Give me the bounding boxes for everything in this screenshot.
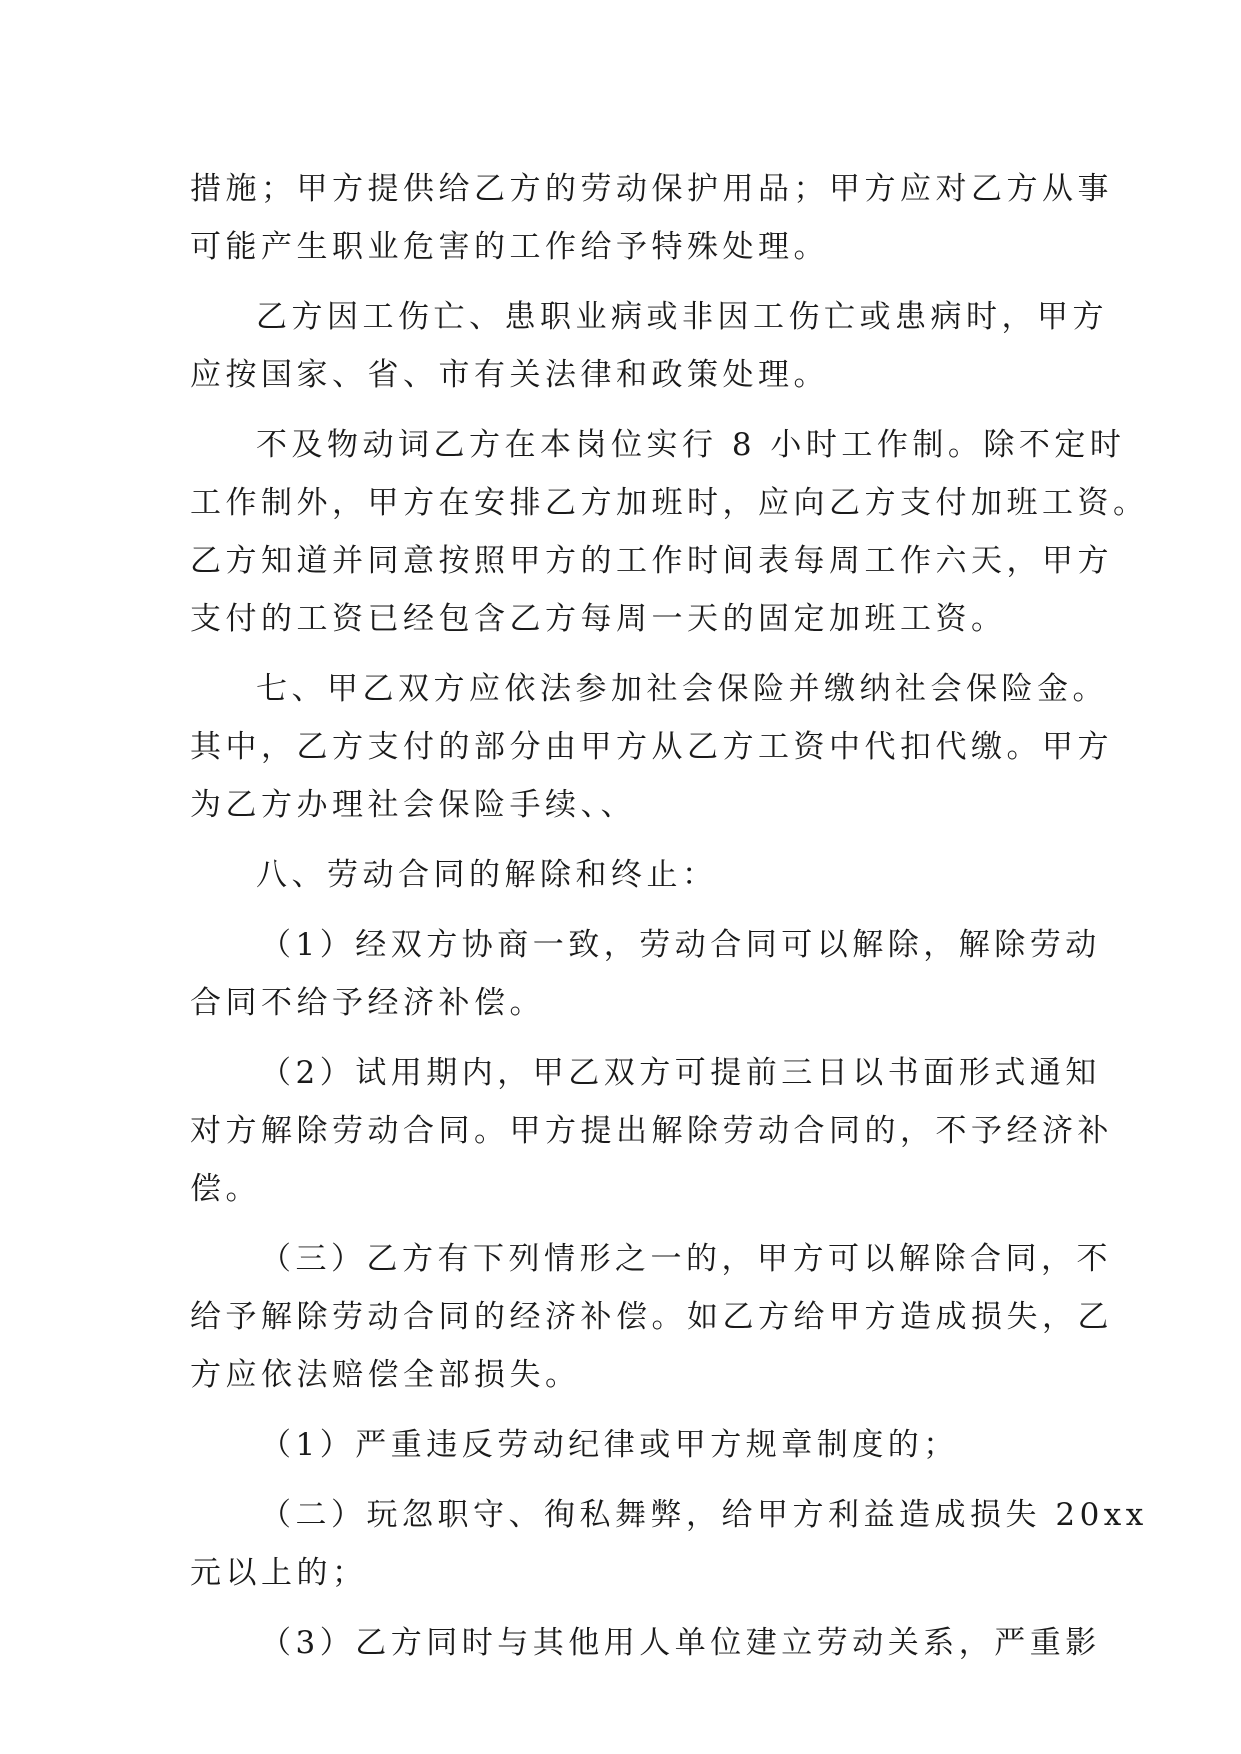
text-line: 合同不给予经济补偿。 — [190, 985, 545, 1021]
text-line: （二）玩忽职守、徇私舞弊，给甲方利益造成损失 20xx — [260, 1497, 1148, 1533]
paragraph-social-insurance — [190, 660, 1113, 834]
clause-dual-employment — [190, 1614, 1101, 1672]
text-line: 不及物动词乙方在本岗位实行 8 小时工作制。除不定时 — [256, 427, 1126, 463]
text-line: 应按国家、省、市有关法律和政策处理。 — [190, 357, 829, 393]
text-line: 为乙方办理社会保险手续、、 — [190, 787, 636, 823]
text-line: （3）乙方同时与其他用人单位建立劳动关系，严重影 — [260, 1625, 1101, 1661]
text-line: 七、甲乙双方应依法参加社会保险并缴纳社会保险金。 — [256, 671, 1108, 707]
text-line: 支付的工资已经包含乙方每周一天的固定加班工资。 — [190, 601, 1007, 637]
clause-mutual-agreement — [190, 916, 1101, 1032]
clause-discipline-violation — [190, 1416, 1058, 1474]
text-line: 八、劳动合同的解除和终止： — [256, 857, 718, 893]
text-line: 措施；甲方提供给乙方的劳动保护用品；甲方应对乙方从事 — [190, 171, 1113, 207]
paragraph-safety-measures — [190, 160, 1113, 276]
text-line: 工作制外，甲方在安排乙方加班时，应向乙方支付加班工资。 — [190, 485, 1149, 521]
text-line: 给予解除劳动合同的经济补偿。如乙方给甲方造成损失，乙 — [190, 1299, 1113, 1335]
clause-dismissal-conditions — [190, 1230, 1113, 1404]
text-line: （2）试用期内，甲乙双方可提前三日以书面形式通知 — [260, 1055, 1101, 1091]
text-line: 乙方因工伤亡、患职业病或非因工伤亡或患病时，甲方 — [256, 299, 1108, 335]
paragraph-injury — [190, 288, 1108, 404]
clause-probation — [190, 1044, 1113, 1218]
text-line: （1）经双方协商一致，劳动合同可以解除，解除劳动 — [260, 927, 1101, 963]
text-line: 偿。 — [190, 1171, 261, 1207]
text-line: 元以上的； — [190, 1555, 368, 1591]
text-line: 方应依法赔偿全部损失。 — [190, 1357, 581, 1393]
text-line: 对方解除劳动合同。甲方提出解除劳动合同的，不予经济补 — [190, 1113, 1113, 1149]
section-heading-termination — [190, 846, 1058, 904]
text-line: 其中，乙方支付的部分由甲方从乙方工资中代扣代缴。甲方 — [190, 729, 1113, 765]
text-line: （1）严重违反劳动纪律或甲方规章制度的； — [260, 1427, 959, 1463]
text-line: （三）乙方有下列情形之一的，甲方可以解除合同，不 — [260, 1241, 1112, 1277]
paragraph-working-hours — [190, 416, 1149, 648]
clause-negligence — [190, 1486, 1148, 1602]
document-body — [190, 160, 1149, 1684]
text-line: 乙方知道并同意按照甲方的工作时间表每周工作六天，甲方 — [190, 543, 1113, 579]
text-line: 可能产生职业危害的工作给予特殊处理。 — [190, 229, 829, 265]
